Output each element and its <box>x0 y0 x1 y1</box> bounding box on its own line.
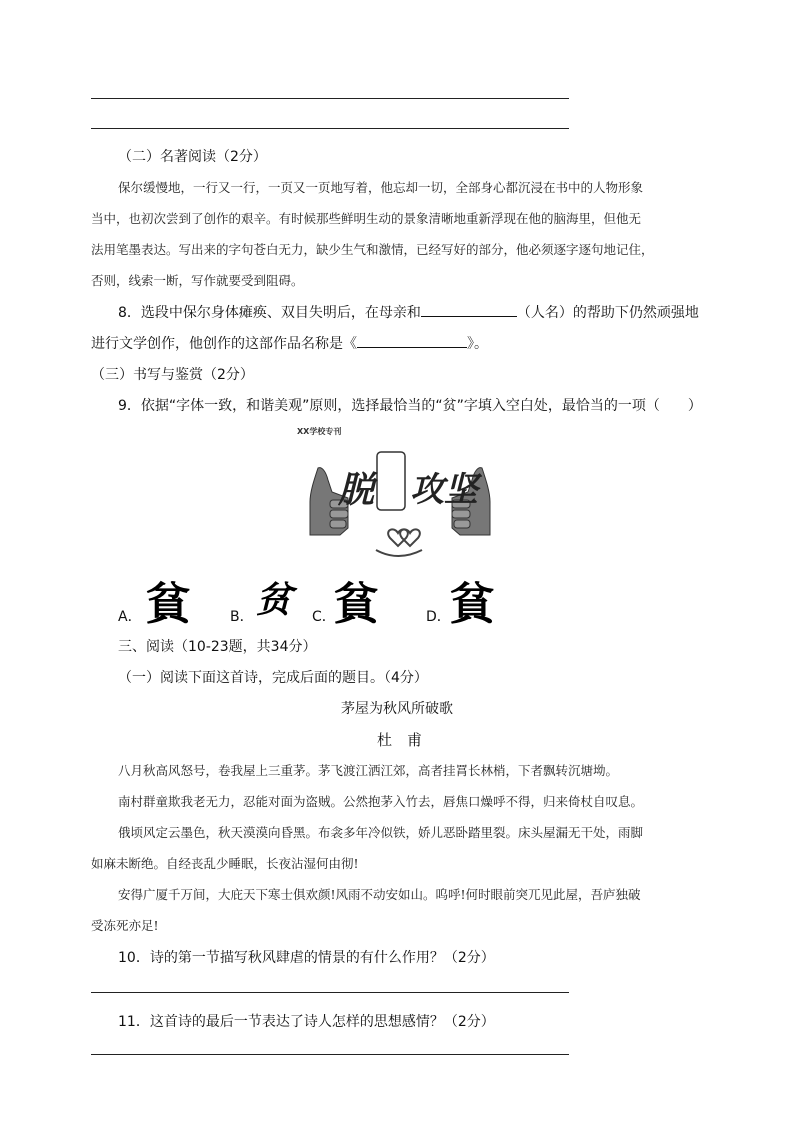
reading-instruction: （一）阅读下面这首诗，完成后面的题目。（4分） <box>118 670 428 686</box>
poem-line: 如麻未断绝。自经丧乱少睡眠，长夜沾湿何由彻! <box>91 856 359 871</box>
passage-line: 法用笔墨表达。写出来的字句苍白无力，缺少生气和激情，已经写好的部分，他必须逐字逐句地记住， <box>91 242 654 257</box>
poem-author: 杜 甫 <box>377 731 423 749</box>
question-8 <box>118 302 699 322</box>
question-9: 9．依据“字体一致，和谐美观”原则，选择最恰当的“贫”字填入空白处，最恰当的一项（ ） <box>118 398 702 414</box>
figure-header: XX学校专刊 <box>297 427 342 436</box>
question-11: 11．这首诗的最后一节表达了诗人怎样的思想感情？（2分） <box>118 1014 495 1030</box>
passage-line: 否则，线索一断，写作就要受到阻碍。 <box>91 273 304 288</box>
question-text: 8．选段中保尔身体瘫痪、双目失明后，在母亲和 <box>118 305 421 321</box>
option-b-label[interactable]: B． <box>230 609 254 625</box>
question-text: 》。 <box>467 336 488 352</box>
calligraphy-right: 攻坚 <box>410 470 478 510</box>
question-10: 10．诗的第一节描写秋风肆虐的情景的有什么作用？（2分） <box>118 950 495 966</box>
section-heading: 三、阅读（10-23题，共34分） <box>118 639 317 655</box>
poem-line: 安得广厦千万间，大庇天下寒士俱欢颜!风雨不动安如山。呜呼!何时眼前突兀见此屋，吾庐独破 <box>118 887 641 902</box>
option-b-char: 贫 <box>256 579 293 621</box>
poem-title: 茅屋为秋风所破歌 <box>341 701 453 717</box>
option-a-char: 貧 <box>146 579 190 630</box>
blank-field[interactable] <box>421 302 517 317</box>
option-d-char: 貧 <box>450 579 494 630</box>
question-text: （人名）的帮助下仍然顽强地 <box>516 305 699 321</box>
answer-line[interactable] <box>91 992 569 993</box>
question-8-continued <box>91 333 488 353</box>
poem-line: 受冻死亦足! <box>91 918 159 933</box>
poem-line: 俄顷风定云墨色，秋天漠漠向昏黑。布衾多年冷似铁，娇儿恶卧踏里裂。床头屋漏无干处，雨脚 <box>118 825 644 840</box>
question-text: 进行文学创作，他创作的这部作品名称是《 <box>91 336 357 352</box>
answer-line[interactable] <box>91 1054 569 1055</box>
option-d-label[interactable]: D． <box>426 609 451 625</box>
option-c-char: 貧 <box>334 579 378 630</box>
calligraphy-left: 脱 <box>338 469 375 511</box>
option-c-label[interactable]: C． <box>312 609 336 625</box>
passage-line: 保尔缓慢地，一行又一行，一页又一页地写着，他忘却一切，全部身心都沉浸在书中的人物形象 <box>118 180 644 195</box>
answer-line <box>91 128 569 129</box>
passage-line: 当中，也初次尝到了创作的艰辛。有时候那些鲜明生动的景象清晰地重新浮现在他的脑海里，但他无 <box>91 211 642 226</box>
section-heading: （二）名著阅读（2分） <box>118 149 267 165</box>
option-a-label[interactable]: A． <box>118 609 142 625</box>
poem-line: 南村群童欺我老无力，忍能对面为盗贼。公然抱茅入竹去，唇焦口燥呼不得，归来倚杖自叹息。 <box>118 794 644 809</box>
blank-character-box <box>377 452 405 510</box>
hearts-icon <box>376 529 422 556</box>
answer-line <box>91 98 569 99</box>
poem-line: 八月秋高风怒号，卷我屋上三重茅。茅飞渡江洒江郊，高者挂罥长林梢，下者飘转沉塘坳。 <box>118 763 619 778</box>
blank-field[interactable] <box>357 333 467 348</box>
section-heading: （三）书写与鉴赏（2分） <box>91 367 254 383</box>
